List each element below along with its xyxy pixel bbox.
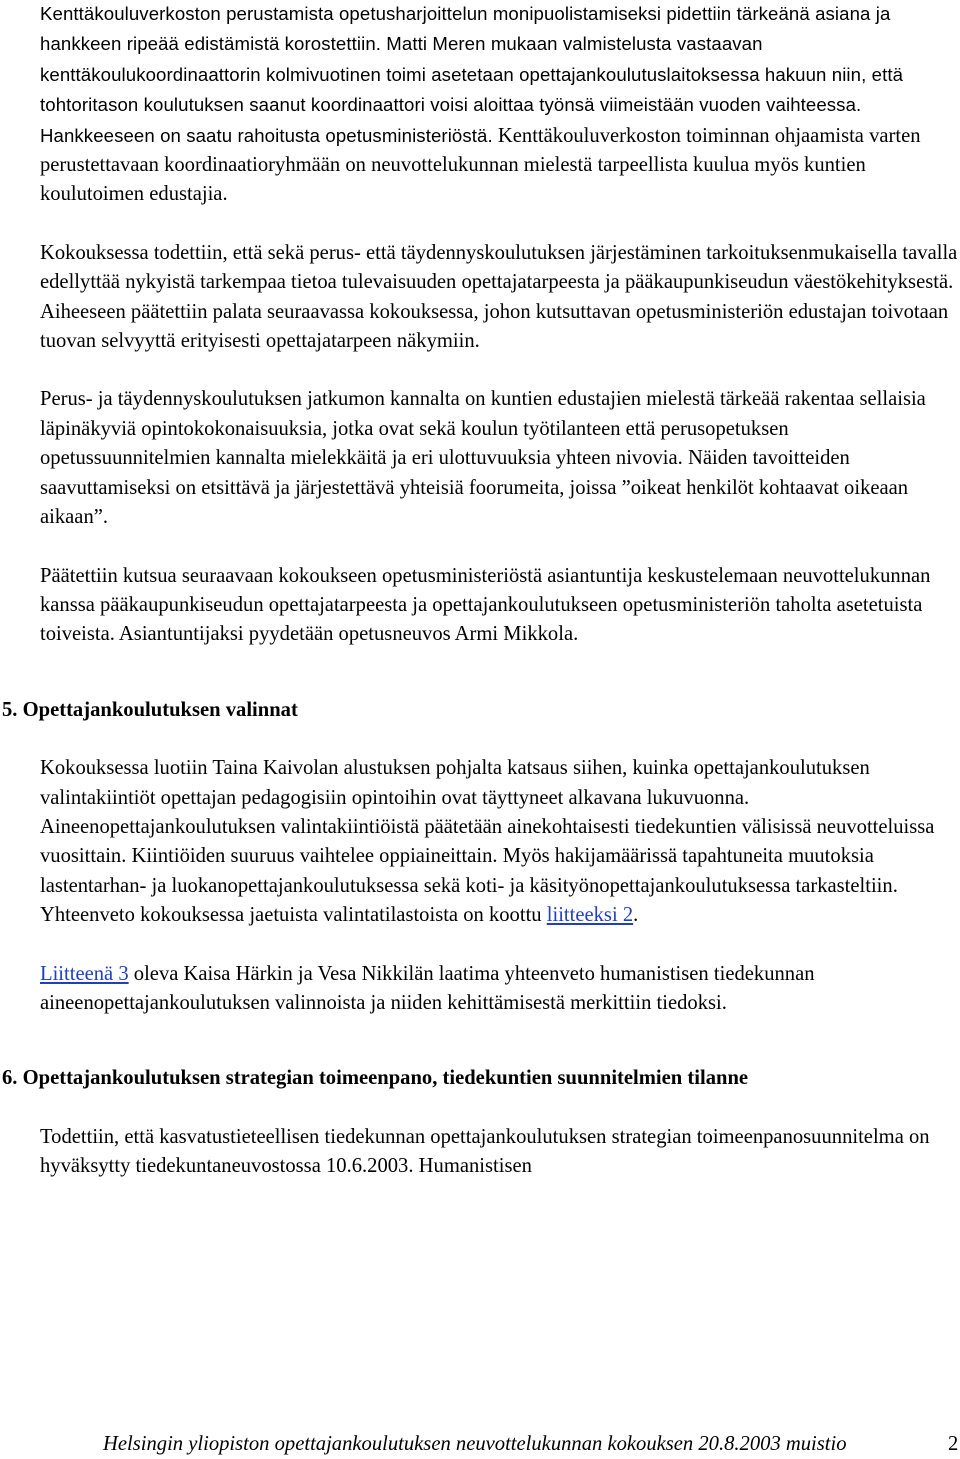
paragraph-text: oleva Kaisa Härkin ja Vesa Nikkilän laatima yhteenveto humanistisen tiedekunnan aineenopettajankoulutuksen valinnoista ja niiden kehittämisestä merkittiin tiedoksi.: [40, 962, 815, 1014]
page-number: 2: [948, 1433, 959, 1455]
paragraph-text: Hankkeeseen on saatu rahoitusta opetusministeriöstä.: [40, 124, 493, 146]
footer-text: Helsingin yliopiston opettajankoulutuksen neuvottelukunnan kokouksen 20.8.2003 muistio: [103, 1433, 847, 1455]
paragraph-text: Kokouksessa luotiin Taina Kaivolan alustuksen pohjalta katsaus siihen, kuinka opettajankoulutuksen valintakiintiöt opettajan pedagogisiin opintoihin ovat täyttyneet alkavana lukuvuonna. Aineenopettajankoulutuksen valintakiintiöistä päätetään ainekohtaisesti tiedekuntien välisissä neuvotteluissa vuosittain. Kiintiöiden suuruus vaihtelee oppiaineittain. Myös hakijamäärissä tapahtuneita muutoksia lastentarhan- ja luokanopettajankoulutuksessa sekä koti- ja käsityönopettajankoulutuksessa tarkasteltiin. Yhteenveto kokouksessa jaetuista valintatilastoista on koottu: [40, 757, 935, 927]
paragraph-fieldschool-network: [40, 0, 958, 210]
page-footer: [103, 1430, 960, 1459]
section-6-heading: 6. Opettajankoulutuksen strategian toimeenpano, tiedekuntien suunnitelmien tilanne: [2, 1067, 749, 1090]
paragraph-invite-expert: Päätettiin kutsua seuraavaan kokoukseen opetusministeriöstä asiantuntija keskustelemaan neuvottelukunnan kanssa pääkaupunkiseudun opettajatarpeesta ja opettajankoulutukseen opetusministeriön taholta asetetuista toiveista. Asiantuntijaksi pyydetään opetusneuvos Armi Mikkola.: [40, 564, 931, 646]
appendix-3-link[interactable]: Liitteenä 3: [40, 962, 129, 985]
paragraph-strategy-implementation: Todettiin, että kasvatustieteellisen tiedekunnan opettajankoulutuksen strategian toimeenpanosuunnitelma on hyväksytty tiedekuntaneuvostossa 10.6.2003. Humanistisen: [40, 1125, 930, 1178]
paragraph-appendix-3: [40, 960, 958, 1019]
appendix-2-link[interactable]: liitteeksi 2: [546, 904, 634, 927]
paragraph-continuum: Perus- ja täydennyskoulutuksen jatkumon kannalta on kuntien edustajien mielestä tärkeää rakentaa sellaisia läpinäkyviä opintokokonaisuuksia, jotka ovat sekä koulun työtilanteen että perusopetuksen opetussuunnitelmien kannalta mielekkäitä ja eri ulottuvuuksia yhteen nivovia. Näiden tavoitteiden saavuttamiseksi on etsittävä ja järjestettävä yhteisiä foorumeita, joissa ”oikeat henkilöt kohtaavat oikeaan aikaan”.: [40, 388, 926, 529]
paragraph-selection-quotas: [40, 754, 958, 930]
paragraph-text: Kenttäkouluverkoston toiminnan ohjaamista varten perustettavaan koordinaatioryhmään on neuvottelukunnan mielestä tarpeellista kuulua myös kuntien koulutoimen edustajia.: [40, 124, 921, 206]
paragraph-teacher-demand: Kokouksessa todettiin, että sekä perus- että täydennyskoulutuksen järjestäminen tarkoituksenmukaisella tavalla edellyttää nykyistä tarkempaa tietoa tulevaisuuden opettajatarpeesta ja pääkaupunkiseudun väestökehityksestä. Aiheeseen päätettiin palata seuraavassa kokouksessa, johon kutsuttavan opetusministeriön edustajan toivotaan tuovan selvyyttä erityisesti opettajatarpeen näkymiin.: [40, 241, 958, 353]
section-5-heading: 5. Opettajankoulutuksen valinnat: [2, 698, 298, 721]
document-page: [2, 0, 958, 1182]
paragraph-text: .: [633, 904, 639, 927]
paragraph-text: Kenttäkouluverkoston perustamista opetusharjoittelun monipuolistamiseksi pidettiin tärkeänä asiana ja hankkeen ripeää edistämistä korostettiin. Matti Meren mukaan valmistelusta vastaavan kenttäkoulukoordinaattorin kolmivuotinen toimi asetetaan opettajankoulutuslaitoksessa hakuun niin, että tohtoritason koulutuksen saanut koordinaattori voisi aloittaa työnsä viimeistään vuoden vaihteessa.: [40, 3, 904, 116]
